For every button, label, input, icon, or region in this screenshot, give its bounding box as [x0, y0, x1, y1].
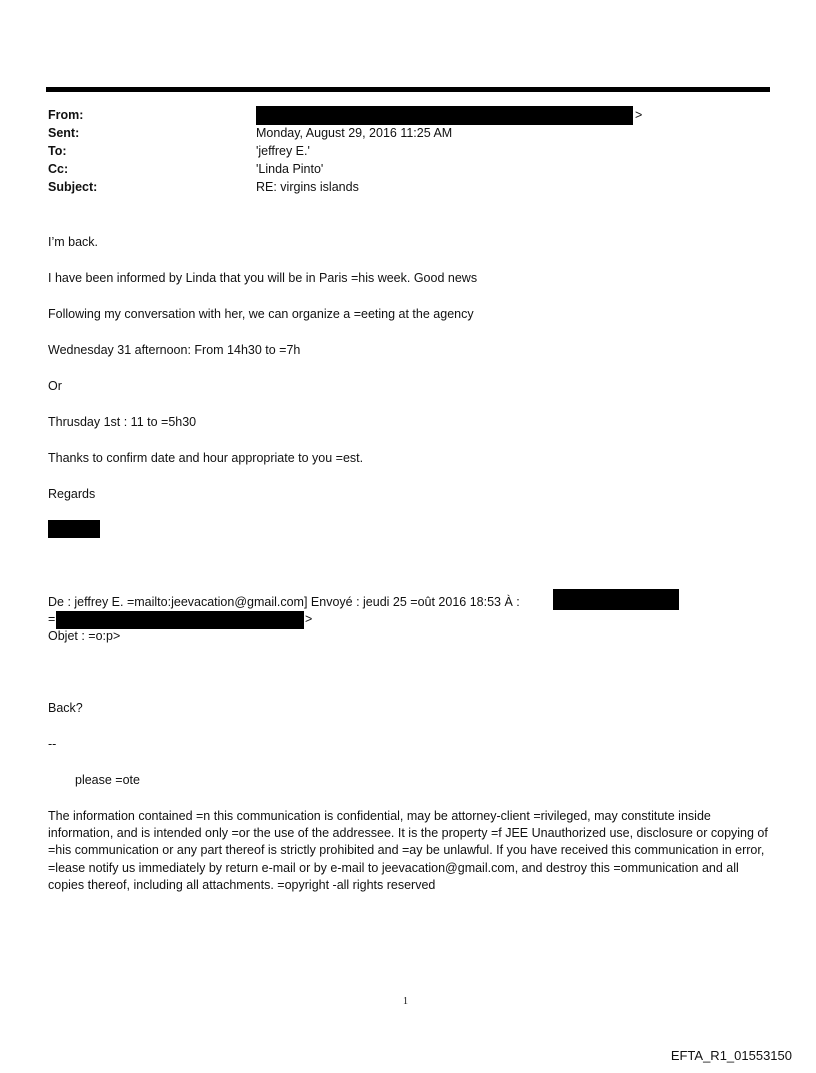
- subject-value: RE: virgins islands: [256, 180, 359, 194]
- please-note: please =ote: [75, 773, 140, 787]
- subject-label: Subject:: [48, 180, 98, 194]
- bates-number: EFTA_R1_01553150: [670, 1048, 792, 1063]
- confidentiality-disclaimer: The information contained =n this communication is confidential, may be attorney-client =rivileged, may constitute inside information, and is intended only =or the use of the addressee. It is the property =f JEE Unauthorized use, disclosure or copying of =his communication or any part thereof is strictly prohibited and =ay be unlawful. If you have received this communication in error, =lease notify us immediately by return e-mail or by e-mail to jeevacation@gmail.com, and destroy this =ommunication and all copies thereof, including all attachments. =opyright -all rights reserved: [48, 809, 768, 892]
- redacted-signature: [48, 520, 100, 538]
- body-line: Thrusday 1st : 11 to =5h30: [48, 415, 197, 429]
- to-value: 'jeffrey E.': [256, 144, 310, 158]
- body-line: Following my conversation with her, we can organize a =eeting at the agency: [48, 307, 474, 321]
- quoted-de-line: De : jeffrey E. =mailto:jeevacation@gmail.com] Envoyé : jeudi 25 =oût 2016 18:53 À :: [48, 595, 520, 609]
- sent-value: Monday, August 29, 2016 11:25 AM: [256, 126, 453, 140]
- header-rule: [46, 87, 770, 92]
- body-line: Regards: [48, 487, 96, 501]
- cc-label: Cc:: [48, 162, 69, 176]
- quoted-back-line: Back?: [48, 701, 83, 715]
- body-line: Wednesday 31 afternoon: From 14h30 to =7h: [48, 343, 301, 357]
- body-line: Thanks to confirm date and hour appropriate to you =est.: [48, 451, 364, 465]
- quoted-line-prefix: =: [48, 612, 56, 626]
- body-line: I’m back.: [48, 235, 99, 249]
- quoted-line-suffix: >: [305, 612, 313, 626]
- to-label: To:: [48, 144, 67, 158]
- cc-value: 'Linda Pinto': [256, 162, 324, 176]
- from-value-suffix: >: [635, 108, 643, 122]
- signature-dashes: --: [48, 737, 57, 751]
- body-line: Or: [48, 379, 62, 393]
- from-label: From:: [48, 108, 84, 122]
- redacted-from-address: [256, 106, 633, 125]
- sent-label: Sent:: [48, 126, 80, 140]
- quoted-objet-line: Objet : =o:p>: [48, 629, 121, 643]
- page-number: 1: [403, 996, 408, 1007]
- body-line: I have been informed by Linda that you will be in Paris =his week. Good news: [48, 271, 478, 285]
- redacted-recipient: [553, 589, 679, 610]
- redacted-address: [56, 611, 304, 629]
